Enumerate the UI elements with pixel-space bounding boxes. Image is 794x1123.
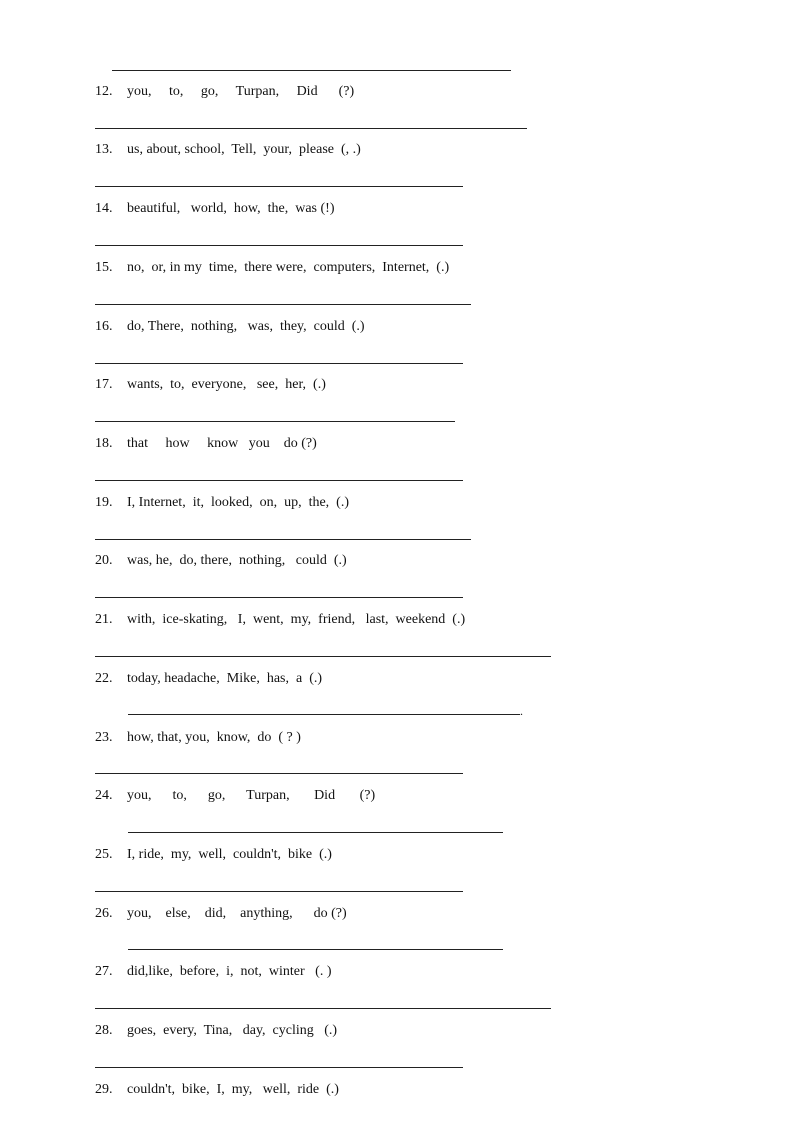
question-words: do, There, nothing, was, they, could (.)	[127, 319, 365, 334]
answer-line-11[interactable]	[112, 70, 511, 71]
question-15	[95, 259, 449, 277]
question-words: us, about, school, Tell, your, please (, .)	[127, 142, 361, 157]
answer-line-12[interactable]	[95, 128, 527, 129]
question-words: did,like, before, i, not, winter (. )	[127, 964, 332, 979]
question-words: you, to, go, Turpan, Did (?)	[127, 84, 355, 99]
question-number: 28.	[95, 1023, 113, 1038]
question-26	[95, 905, 347, 923]
question-12	[95, 83, 354, 101]
question-words: that how know you do (?)	[127, 436, 317, 451]
question-25	[95, 846, 332, 864]
question-words: was, he, do, there, nothing, could (.)	[127, 553, 347, 568]
question-number: 24.	[95, 788, 113, 803]
question-number: 13.	[95, 142, 113, 157]
question-19	[95, 494, 349, 512]
answer-line-19[interactable]	[95, 539, 471, 540]
question-words: with, ice-skating, I, went, my, friend, last, weekend (.)	[127, 612, 466, 627]
question-21	[95, 611, 465, 629]
question-words: I, ride, my, well, couldn't, bike (.)	[127, 847, 332, 862]
question-20	[95, 552, 347, 570]
question-words: couldn't, bike, I, my, well, ride (.)	[127, 1082, 339, 1097]
answer-line-16[interactable]	[95, 363, 463, 364]
answer-line-25[interactable]	[95, 891, 463, 892]
answer-line-23[interactable]	[95, 773, 463, 774]
answer-line-18[interactable]	[95, 480, 463, 481]
question-number: 20.	[95, 553, 113, 568]
question-words: I, Internet, it, looked, on, up, the, (.)	[127, 495, 350, 510]
question-number: 16.	[95, 319, 113, 334]
answer-line-22[interactable]	[128, 714, 520, 715]
answer-line-28[interactable]	[95, 1067, 463, 1068]
question-number: 26.	[95, 906, 113, 921]
answer-line-20[interactable]	[95, 597, 463, 598]
question-number: 17.	[95, 377, 113, 392]
question-words: you, else, did, anything, do (?)	[127, 906, 347, 921]
question-words: beautiful, world, how, the, was (!)	[127, 201, 335, 216]
question-28	[95, 1022, 337, 1040]
answer-line-26[interactable]	[128, 949, 503, 950]
question-words: today, headache, Mike, has, a (.)	[127, 671, 323, 686]
answer-line-21[interactable]	[95, 656, 551, 657]
answer-line-15[interactable]	[95, 304, 471, 305]
question-number: 27.	[95, 964, 113, 979]
question-17	[95, 376, 326, 394]
answer-line-24[interactable]	[128, 832, 503, 833]
question-number: 23.	[95, 730, 113, 745]
answer-line-13[interactable]	[95, 186, 463, 187]
question-words: goes, every, Tina, day, cycling (.)	[127, 1023, 338, 1038]
answer-line-22-period: .	[520, 704, 523, 718]
question-24	[95, 787, 375, 805]
question-number: 19.	[95, 495, 113, 510]
question-number: 15.	[95, 260, 113, 275]
question-number: 18.	[95, 436, 113, 451]
answer-line-27[interactable]	[95, 1008, 551, 1009]
question-number: 29.	[95, 1082, 113, 1097]
question-number: 14.	[95, 201, 113, 216]
question-words: wants, to, everyone, see, her, (.)	[127, 377, 326, 392]
question-23	[95, 729, 301, 747]
question-number: 22.	[95, 671, 113, 686]
question-16	[95, 318, 365, 336]
question-number: 12.	[95, 84, 113, 99]
answer-line-17[interactable]	[95, 421, 455, 422]
question-29	[95, 1081, 339, 1099]
question-27	[95, 963, 332, 981]
question-words: you, to, go, Turpan, Did (?)	[127, 788, 376, 803]
question-number: 21.	[95, 612, 113, 627]
question-14	[95, 200, 334, 218]
question-22	[95, 670, 322, 688]
answer-line-14[interactable]	[95, 245, 463, 246]
question-words: no, or, in my time, there were, computers, Internet, (.)	[127, 260, 450, 275]
question-13	[95, 141, 361, 159]
question-number: 25.	[95, 847, 113, 862]
question-18	[95, 435, 317, 453]
question-words: how, that, you, know, do ( ? )	[127, 730, 301, 745]
